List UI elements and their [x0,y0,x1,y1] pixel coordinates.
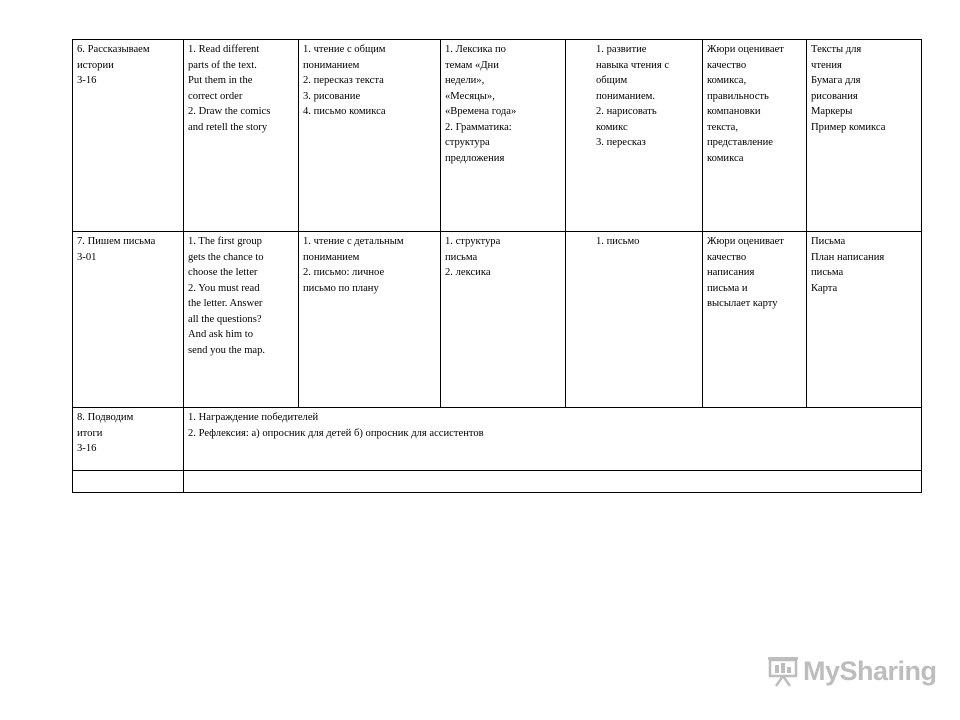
cell-line: 1. чтение с общим [303,44,386,55]
cell-line: Жюри оценивает [707,236,784,247]
cell-line: And ask him to [188,329,254,340]
empty-cell [73,471,184,493]
cell-line: all the questions? [188,313,262,325]
cell-line: правильность [707,90,769,102]
skills-cell [566,232,703,408]
cell-line: недели», [445,75,485,86]
cell-line: 2. Рефлексия: а) опросник для детей б) опросник для ассистентов [188,427,484,439]
cell-line: Бумага для [811,75,861,86]
cell-line: 2. пересказ текста [303,75,384,86]
language-cell [441,40,566,232]
cell-line: Тексты для [811,44,862,55]
cell-line: предложения [445,152,505,164]
cell-line: навыка чтения с [596,59,670,71]
logo-text: MySharing [803,655,937,686]
cell-line: 4. письмо комикса [303,106,386,117]
cell-line: представление [707,137,773,148]
cell-line: 2. письмо: личное [303,267,385,278]
materials-cell [807,40,922,232]
cell-line: комикса, [707,75,747,86]
cell-line: пониманием [303,59,360,71]
evaluation-cell [703,232,807,408]
evaluation-cell [703,40,807,232]
summary-content-cell [184,408,922,471]
cell-line: 1. письмо [596,236,640,247]
cell-line: the letter. Answer [188,298,263,309]
cell-line: Письма [811,236,846,247]
cell-line: 7. Пишем письма [77,236,156,247]
cell-line: 3-16 [77,443,97,454]
cell-line: письма и [707,282,748,294]
cell-line: 2. лексика [445,267,491,278]
table-row [73,232,922,408]
cell-line: 2. Грамматика: [445,121,512,133]
cell-line: компановки [707,106,761,117]
cell-line: 2. Draw the comics [188,106,271,117]
activities-cell [299,40,441,232]
cell-line: parts of the text. [188,59,257,71]
cell-line: пониманием. [596,90,656,102]
cell-line: письма [811,267,844,278]
activities-cell [299,232,441,408]
presentation-board-icon [766,654,800,688]
stage-cell [73,40,184,232]
table-row [73,40,922,232]
cell-line: 1. The first group [188,236,262,247]
cell-line: итоги [77,427,103,439]
cell-line: 3. рисование [303,90,361,102]
cell-line: 2. нарисовать [596,106,657,117]
cell-line: 1. развитие [596,44,647,55]
cell-line: send you the map. [188,344,266,356]
cell-line: 3-16 [77,75,97,86]
language-cell [441,232,566,408]
cell-line: Put them in the [188,75,253,86]
cell-line: высылает карту [707,298,778,309]
cell-line: 1. чтение с детальным [303,236,404,247]
cell-line: письмо по плану [303,282,379,294]
empty-cell [184,471,922,493]
materials-cell [807,232,922,408]
tasks-cell [184,232,299,408]
cell-line: Пример комикса [811,121,886,133]
skills-cell [566,40,703,232]
stage-cell [73,408,184,471]
cell-line: качество [707,251,747,263]
cell-line: 8. Подводим [77,412,134,423]
cell-line: correct order [188,90,243,102]
cell-line: комикс [596,121,628,133]
cell-line: План написания [811,251,885,263]
cell-line: Жюри оценивает [707,44,784,55]
cell-line: чтения [811,59,842,71]
cell-line: 2. You must read [188,282,260,294]
summary-row [73,408,922,471]
cell-line: комикса [707,152,744,164]
cell-line: качество [707,59,747,71]
cell-line: 1. Лексика по [445,44,506,55]
cell-line: and retell the story [188,121,268,133]
cell-line: рисования [811,90,858,102]
cell-line: 1. Награждение победителей [188,412,319,423]
cell-line: структура [445,137,490,148]
empty-row [73,471,922,493]
cell-line: общим [596,75,628,86]
lesson-plan-table [72,39,922,493]
cell-line: 6. Рассказываем [77,44,150,55]
cell-line: gets the chance to [188,251,264,263]
cell-line: choose the letter [188,267,258,278]
cell-line: 1. Read different [188,44,260,55]
cell-line: «Месяцы», [445,90,495,102]
cell-line: истории [77,59,114,71]
cell-line: пониманием [303,251,360,263]
cell-line: Маркеры [811,106,853,117]
cell-line: темам «Дни [445,59,499,71]
cell-line: Карта [811,282,838,294]
cell-line: 1. структура [445,236,501,247]
cell-line: текста, [707,121,739,133]
cell-line: «Времена года» [445,106,517,117]
cell-line: 3. пересказ [596,137,646,148]
stage-cell [73,232,184,408]
tasks-cell [184,40,299,232]
cell-line: 3-01 [77,251,97,263]
cell-line: написания [707,267,755,278]
mysharing-logo [766,654,937,688]
cell-line: письма [445,251,478,263]
